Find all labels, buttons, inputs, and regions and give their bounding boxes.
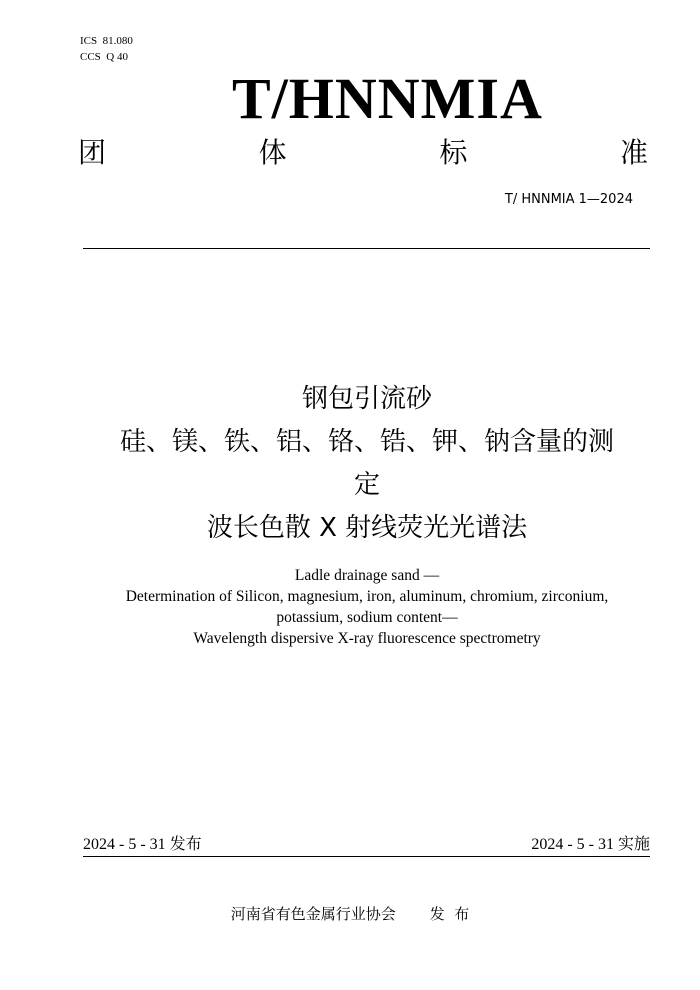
english-title-line: Wavelength dispersive X-ray fluorescence spectrometry [193,630,541,647]
issue-date: 2024 - 5 - 31 发布 [83,836,202,853]
chinese-title [70,378,664,550]
title-line: 定 [353,470,380,500]
publisher [0,903,700,925]
bottom-divider [83,856,650,857]
title-line: 波长色散 X 射线荧光光谱法 [206,513,528,543]
publisher-org: 河南省有色金属行业协会 [230,905,396,923]
english-title-line: Ladle drainage sand — [294,567,440,584]
standard-type-char: 标 [439,136,468,169]
english-title [90,565,644,649]
title-line: 硅、镁、铁、铝、铬、锆、钾、钠含量的测 [119,427,614,457]
top-divider [83,248,650,249]
ccs-code: CCS Q 40 [80,51,128,63]
standard-type-char: 团 [78,136,107,169]
english-title-line: Determination of Silicon, magnesium, iron, aluminum, chromium, zirconium, [125,588,609,605]
title-line: 钢包引流砂 [301,384,432,414]
standard-type-label [78,134,648,172]
publish-action: 发 布 [429,905,470,923]
date-row [83,834,650,856]
english-title-line: potassium, sodium content— [276,609,458,626]
organization-logo: T/HNNMIA [232,66,543,131]
ics-code: ICS 81.080 [80,35,133,47]
standard-type-char: 体 [258,136,287,169]
standard-code: T/ HNNMIA 1—2024 [504,192,633,207]
standard-type-char: 准 [619,136,648,169]
implementation-date: 2024 - 5 - 31 实施 [531,836,650,853]
